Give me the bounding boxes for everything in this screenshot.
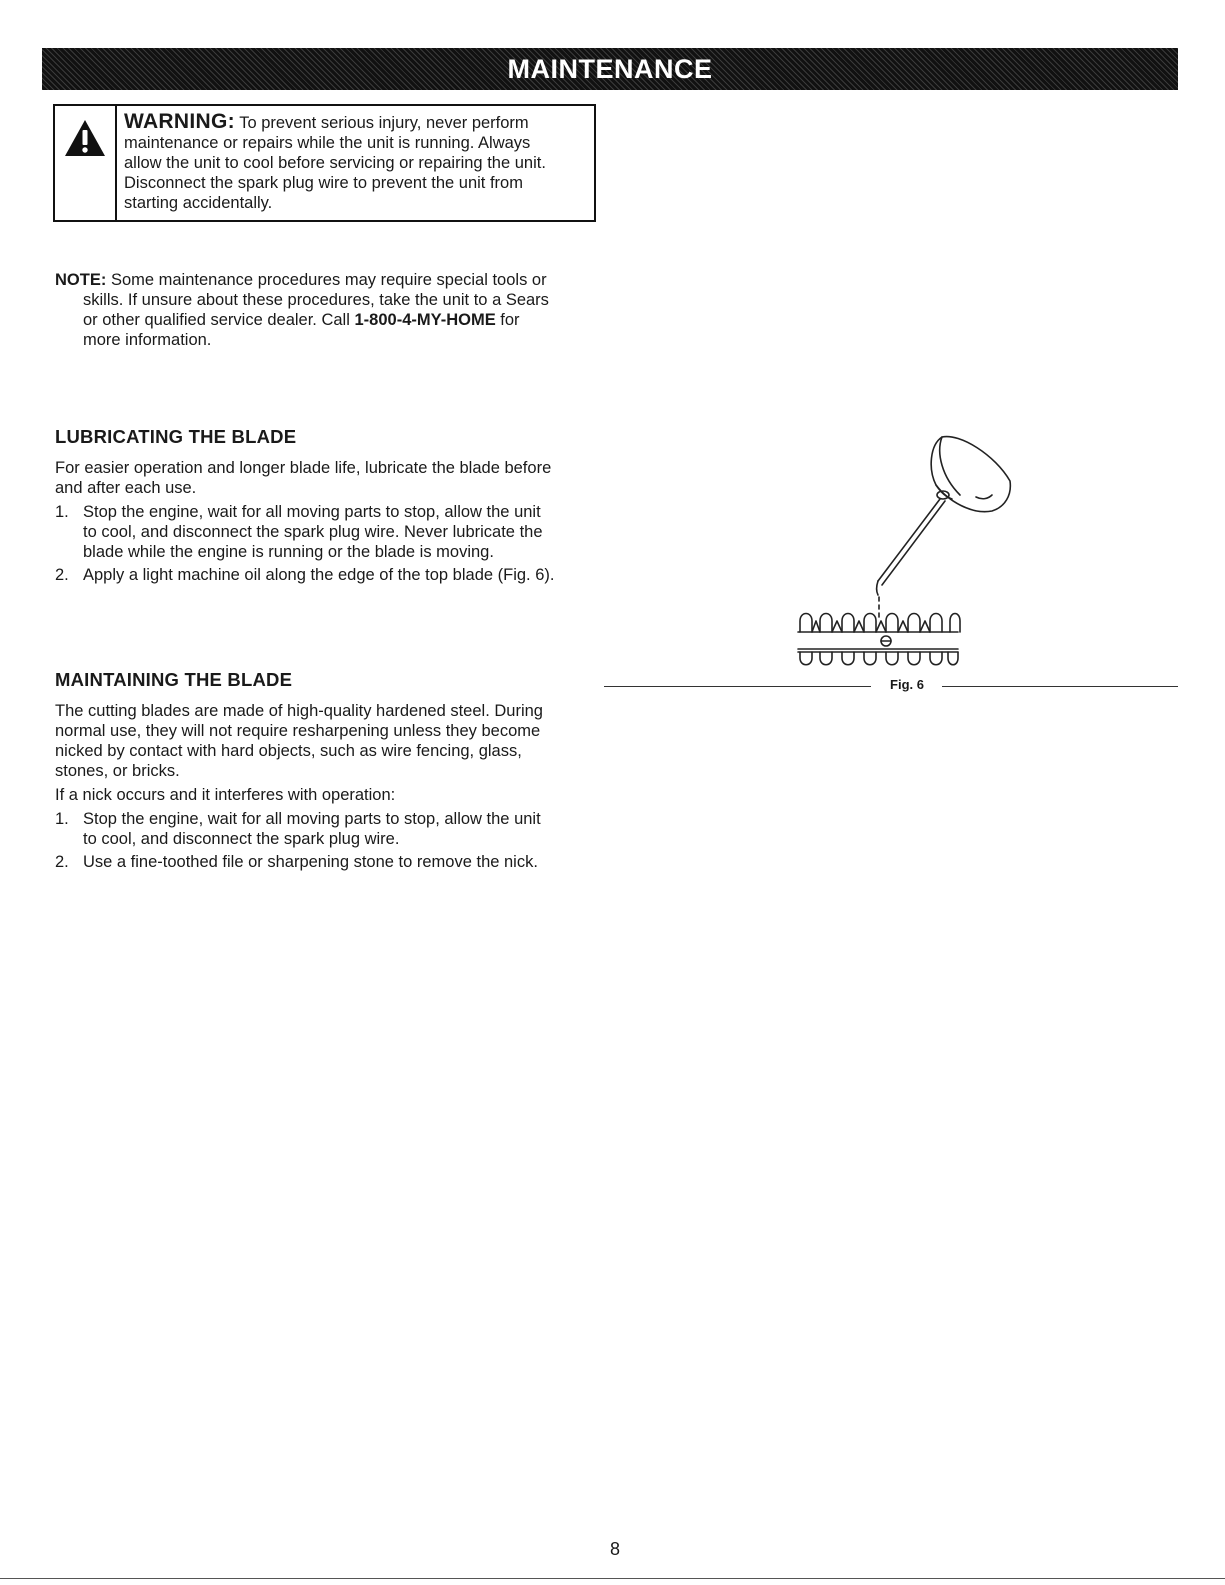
warning-line: To prevent serious injury, never perform [239,114,529,132]
step-line: Stop the engine, wait for all moving parts to stop, allow the unit [83,810,541,828]
section-banner [42,48,1178,90]
steps-list [55,502,600,585]
steps-list [55,809,600,872]
section-intro [55,458,600,498]
step-line: to cool, and disconnect the spark plug wire. [83,830,400,848]
step-line: Use a fine-toothed file or sharpening stone to remove the nick. [83,853,538,871]
intro-line: and after each use. [55,479,197,497]
note-text: Some maintenance procedures may require special tools or [110,271,547,289]
warning-line: maintenance or repairs while the unit is running. Always [124,134,531,152]
warning-box [53,104,596,222]
maintaining-section [55,669,600,875]
intro-line: nicked by contact with hard objects, such as wire fencing, glass, [55,742,522,760]
note-text: skills. If unsure about these procedures, take the unit to a Sears [83,291,549,309]
warning-text [117,106,554,220]
list-item [55,565,600,585]
page-title: MAINTENANCE [507,53,713,84]
list-item [55,502,600,562]
figure-caption: Fig. 6 [890,677,924,692]
page-number: 8 [609,1539,620,1559]
section-intro [55,701,600,781]
bottom-rule [0,1578,1225,1579]
step-number: 2. [55,566,69,584]
step-number: 1. [55,810,69,828]
section-heading: LUBRICATING THE BLADE [55,426,297,447]
condition-text: If a nick occurs and it interferes with operation: [55,786,396,804]
step-line: Stop the engine, wait for all moving parts to stop, allow the unit [83,503,541,521]
step-number: 1. [55,503,69,521]
note-text: for [500,311,520,329]
figure-rule [942,686,1178,687]
lubricating-section [55,426,600,588]
figure-rule [604,686,871,687]
note-text: or other qualified service dealer. Call [83,311,350,329]
warning-icon-cell [55,106,117,220]
list-item [55,852,600,872]
warning-triangle-icon [63,118,107,158]
step-line: Apply a light machine oil along the edge of the top blade (Fig. 6). [83,566,555,584]
note-text: more information. [83,331,212,349]
warning-label: WARNING: [124,110,235,133]
step-line: blade while the engine is running or the blade is moving. [83,543,494,561]
list-item [55,809,600,849]
step-number: 2. [55,853,69,871]
warning-line: starting accidentally. [124,194,273,212]
warning-line: allow the unit to cool before servicing or repairing the unit. [124,154,546,172]
oil-can-blade-illustration [790,425,1030,675]
phone-number: 1-800-4-MY-HOME [354,311,496,329]
intro-line: stones, or bricks. [55,762,180,780]
section-heading: MAINTAINING THE BLADE [55,669,293,690]
intro-line: For easier operation and longer blade life, lubricate the blade before [55,459,552,477]
note-label: NOTE: [55,271,107,289]
step-line: to cool, and disconnect the spark plug wire. Never lubricate the [83,523,543,541]
note-block [55,270,600,350]
intro-line: The cutting blades are made of high-quality hardened steel. During [55,702,543,720]
warning-line: Disconnect the spark plug wire to prevent the unit from [124,174,523,192]
intro-line: normal use, they will not require resharpening unless they become [55,722,541,740]
